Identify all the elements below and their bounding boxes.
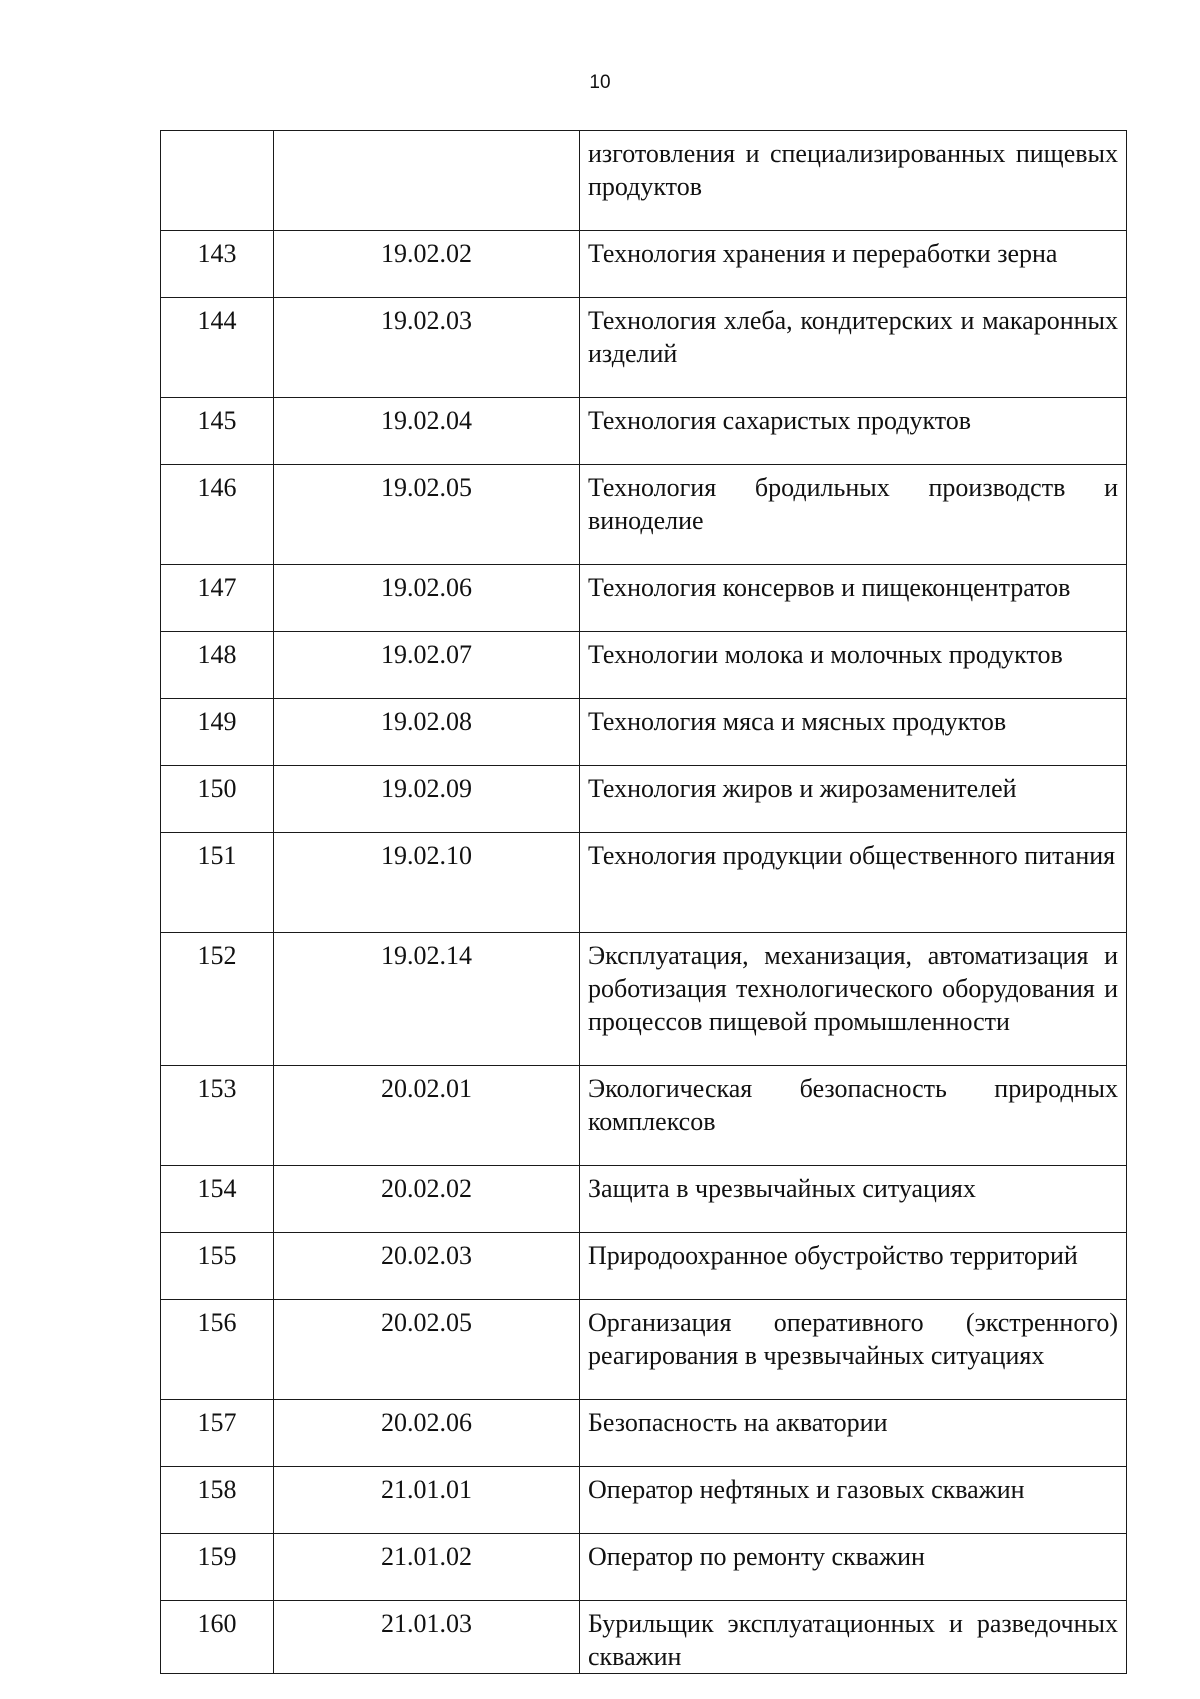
row-code: 20.02.06 <box>274 1400 580 1467</box>
row-code: 19.02.04 <box>274 398 580 465</box>
row-number: 143 <box>161 231 274 298</box>
table-row <box>161 1400 1127 1467</box>
row-code: 19.02.10 <box>274 833 580 933</box>
row-name: Защита в чрезвычайных ситуациях <box>580 1166 1127 1233</box>
row-number: 156 <box>161 1300 274 1400</box>
table-row <box>161 398 1127 465</box>
row-name: Оператор по ремонту скважин <box>580 1534 1127 1601</box>
row-code: 20.02.03 <box>274 1233 580 1300</box>
row-name: изготовления и специализированных пищевых продуктов <box>580 131 1127 231</box>
row-number: 147 <box>161 565 274 632</box>
row-number: 144 <box>161 298 274 398</box>
row-number: 157 <box>161 1400 274 1467</box>
row-code: 21.01.02 <box>274 1534 580 1601</box>
page-number: 10 <box>589 72 611 93</box>
row-name: Бурильщик эксплуатационных и разведочных скважин <box>580 1601 1127 1674</box>
specialties-table <box>160 130 1127 1674</box>
table-row <box>161 632 1127 699</box>
table-row <box>161 833 1127 933</box>
table-row <box>161 1300 1127 1400</box>
row-code: 19.02.08 <box>274 699 580 766</box>
row-name: Организация оперативного (экстренного) реагирования в чрезвычайных ситуациях <box>580 1300 1127 1400</box>
row-code: 21.01.03 <box>274 1601 580 1674</box>
row-code: 20.02.05 <box>274 1300 580 1400</box>
row-name: Оператор нефтяных и газовых скважин <box>580 1467 1127 1534</box>
row-code: 19.02.06 <box>274 565 580 632</box>
row-number: 148 <box>161 632 274 699</box>
row-number <box>161 131 274 231</box>
table-row <box>161 1066 1127 1166</box>
row-code: 20.02.02 <box>274 1166 580 1233</box>
table-row <box>161 1166 1127 1233</box>
table-row <box>161 1534 1127 1601</box>
table-row <box>161 465 1127 565</box>
table-row <box>161 933 1127 1066</box>
row-name: Технология жиров и жирозаменителей <box>580 766 1127 833</box>
row-number: 149 <box>161 699 274 766</box>
table-row <box>161 1601 1127 1674</box>
row-code: 19.02.09 <box>274 766 580 833</box>
row-code <box>274 131 580 231</box>
row-name: Технология сахаристых продуктов <box>580 398 1127 465</box>
row-name: Экологическая безопасность природных комплексов <box>580 1066 1127 1166</box>
row-number: 154 <box>161 1166 274 1233</box>
row-name: Эксплуатация, механизация, автоматизация и роботизация технологического оборудования и процессов пищевой промышленности <box>580 933 1127 1066</box>
row-code: 19.02.02 <box>274 231 580 298</box>
row-number: 153 <box>161 1066 274 1166</box>
row-name: Технология бродильных производств и виноделие <box>580 465 1127 565</box>
row-code: 20.02.01 <box>274 1066 580 1166</box>
row-name: Технология консервов и пищеконцентратов <box>580 565 1127 632</box>
row-number: 159 <box>161 1534 274 1601</box>
row-code: 19.02.07 <box>274 632 580 699</box>
row-number: 145 <box>161 398 274 465</box>
row-number: 151 <box>161 833 274 933</box>
table-row <box>161 231 1127 298</box>
row-number: 155 <box>161 1233 274 1300</box>
table-row <box>161 298 1127 398</box>
row-number: 152 <box>161 933 274 1066</box>
row-name: Технологии молока и молочных продуктов <box>580 632 1127 699</box>
row-code: 19.02.14 <box>274 933 580 1066</box>
table-row <box>161 766 1127 833</box>
table-row <box>161 1467 1127 1534</box>
row-name: Безопасность на акватории <box>580 1400 1127 1467</box>
row-name: Технология продукции общественного питания <box>580 833 1127 933</box>
row-name: Технология хранения и переработки зерна <box>580 231 1127 298</box>
table-row <box>161 699 1127 766</box>
row-number: 158 <box>161 1467 274 1534</box>
row-number: 160 <box>161 1601 274 1674</box>
row-number: 150 <box>161 766 274 833</box>
table-row <box>161 131 1127 231</box>
row-code: 21.01.01 <box>274 1467 580 1534</box>
row-number: 146 <box>161 465 274 565</box>
row-code: 19.02.03 <box>274 298 580 398</box>
table-row <box>161 565 1127 632</box>
row-name: Природоохранное обустройство территорий <box>580 1233 1127 1300</box>
row-name: Технология мяса и мясных продуктов <box>580 699 1127 766</box>
row-code: 19.02.05 <box>274 465 580 565</box>
table-row <box>161 1233 1127 1300</box>
row-name: Технология хлеба, кондитерских и макаронных изделий <box>580 298 1127 398</box>
